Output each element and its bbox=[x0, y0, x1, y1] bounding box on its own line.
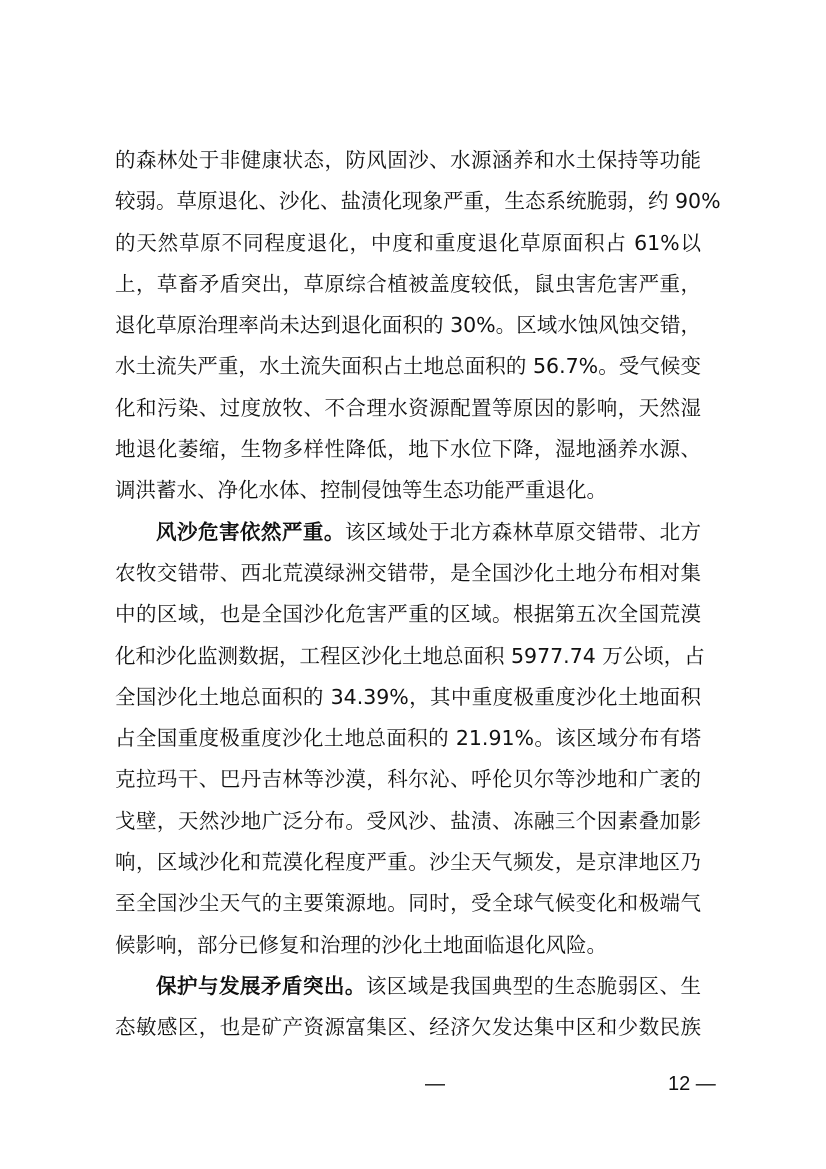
text-line-7: 化和污染、过度放牧、不合理水资源配置等原因的影响，天然湿 bbox=[115, 395, 701, 420]
text-line-6: 水土流失严重，水土流失面积占土地总面积的 56.7%。受气候变 bbox=[115, 354, 701, 379]
text-line-17: 戈壁，天然沙地广泛分布。受风沙、盐渍、冻融三个因素叠加影 bbox=[115, 808, 701, 833]
text-line-12: 中的区域，也是全国沙化危害严重的区域。根据第五次全国荒漠 bbox=[115, 602, 701, 627]
text-line-3: 的天然草原不同程度退化，中度和重度退化草原面积占 61%以 bbox=[115, 230, 701, 255]
text-line-9: 调洪蓄水、净化水体、控制侵蚀等生态功能严重退化。 bbox=[115, 478, 607, 503]
text-line-22: 态敏感区，也是矿产资源富集区、经济欠发达集中区和少数民族 bbox=[115, 1015, 701, 1040]
text-line-16: 克拉玛干、巴丹吉林等沙漠，科尔沁、呼伦贝尔等沙地和广袤的 bbox=[115, 767, 701, 792]
footer-dash: — bbox=[425, 1073, 445, 1095]
text-line-4: 上，草畜矛盾突出，草原综合植被盖度较低，鼠虫害危害严重， bbox=[115, 271, 701, 296]
text-line-20: 候影响，部分已修复和治理的沙化土地面临退化风险。 bbox=[115, 932, 607, 957]
text-line-11: 农牧交错带、西北荒漠绿洲交错带，是全国沙化土地分布相对集 bbox=[115, 560, 701, 585]
body-text bbox=[115, 140, 721, 1049]
text-line-18: 响，区域沙化和荒漠化程度严重。沙尘天气频发，是京津地区乃 bbox=[115, 850, 701, 875]
text-line-19: 至全国沙尘天气的主要策源地。同时，受全球气候变化和极端气 bbox=[115, 891, 701, 916]
text-line-21: 保护与发展矛盾突出。该区域是我国典型的生态脆弱区、生 bbox=[156, 973, 702, 998]
text-line-14: 全国沙化土地总面积的 34.39%，其中重度极重度沙化土地面积 bbox=[115, 684, 701, 709]
section-heading-sand-hazard: 风沙危害依然严重。 bbox=[156, 519, 345, 544]
text-line-13: 化和沙化监测数据，工程区沙化土地总面积 5977.74 万公顷，占 bbox=[115, 643, 705, 668]
section-heading-conflict: 保护与发展矛盾突出。 bbox=[156, 973, 366, 998]
text-line-8: 地退化萎缩，生物多样性降低，地下水位下降，湿地涵养水源、 bbox=[115, 437, 701, 462]
page-number: 12 — bbox=[668, 1073, 716, 1095]
text-line-2: 较弱。草原退化、沙化、盐渍化现象严重，生态系统脆弱，约 90% bbox=[115, 189, 721, 214]
text-line-15: 占全国重度极重度沙化土地总面积的 21.91%。该区域分布有塔 bbox=[115, 726, 701, 751]
text-line-5: 退化草原治理率尚未达到退化面积的 30%。区域水蚀风蚀交错， bbox=[115, 313, 701, 338]
text-line-1: 的森林处于非健康状态，防风固沙、水源涵养和水土保持等功能 bbox=[115, 148, 701, 172]
text-line-10: 风沙危害依然严重。该区域处于北方森林草原交错带、北方 bbox=[156, 519, 702, 544]
